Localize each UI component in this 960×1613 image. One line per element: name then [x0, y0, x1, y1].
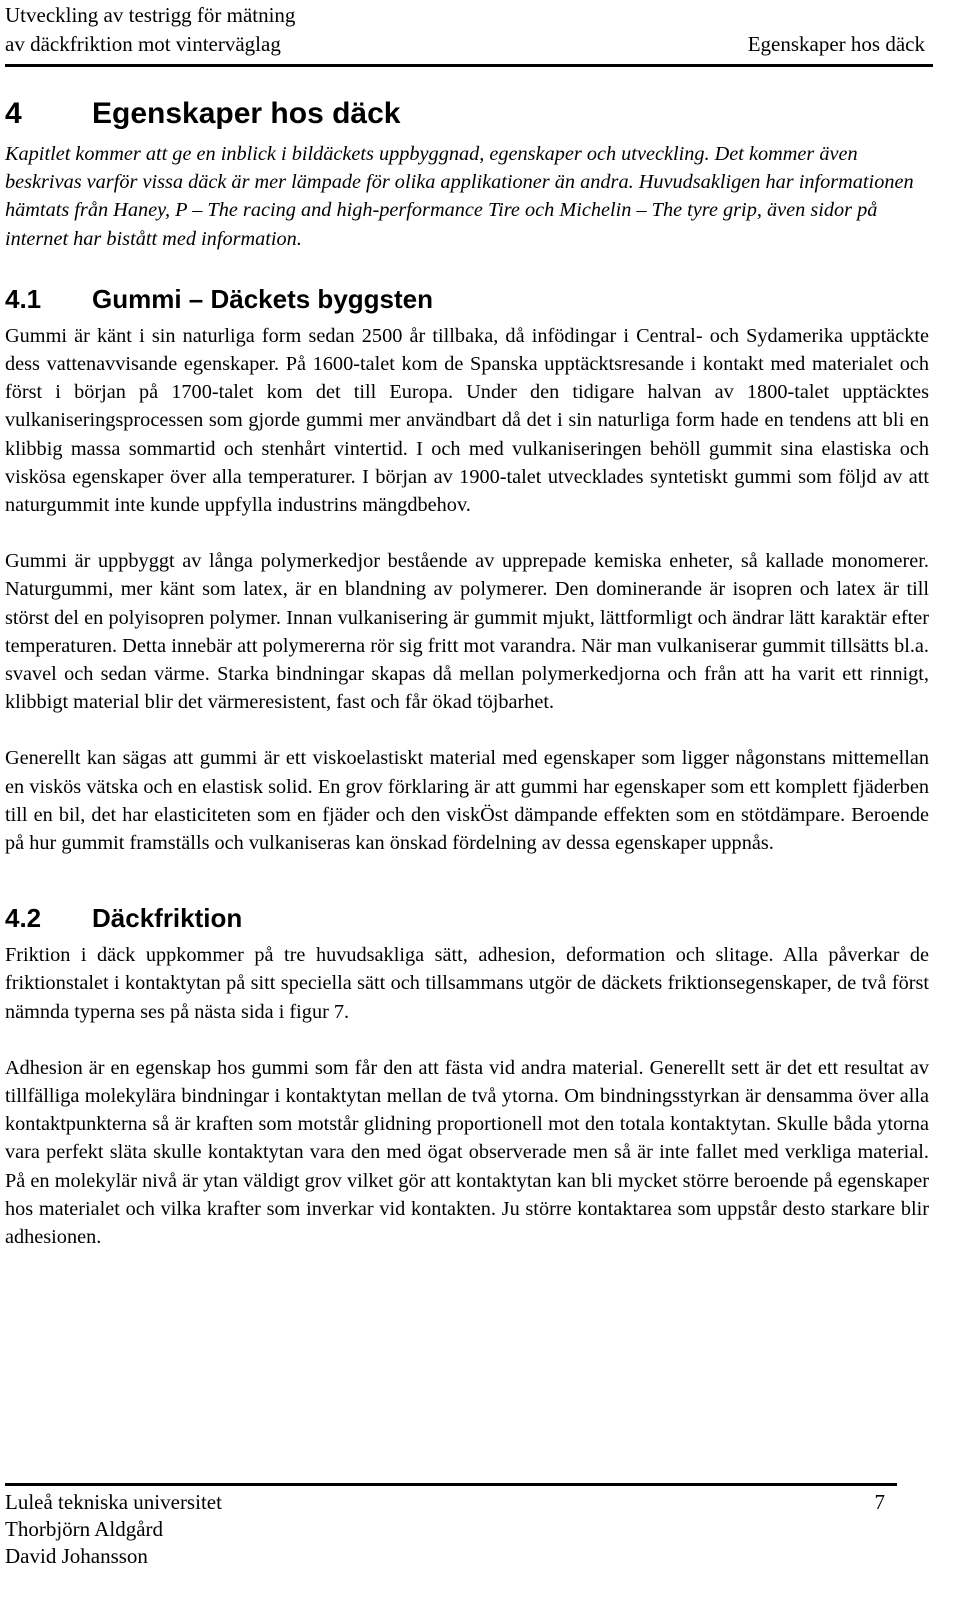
running-header	[5, 0, 925, 66]
chapter-number: 4	[5, 97, 22, 130]
header-chapter-name: Egenskaper hos däck	[747, 32, 925, 56]
section-number: 4.1	[5, 283, 42, 314]
paragraph: Generellt kan sägas att gummi är ett viskoelastiskt material med egenskaper som ligger någonstans mittemellan en viskös vätska och en elastisk solid. En grov förklaring är att gummi har egenskaper som ett komplett fjäderben till en bil, det har elasticiteten som en fjäder och den viskÖst dämpande effekten som en stötdämpare. Beroende på hur gummit framställs och vulkaniseras kan önskad fördelning av dessa egenskaper uppnås.	[5, 747, 929, 855]
paragraph: Friktion i däck uppkommer på tre huvudsakliga sätt, adhesion, deformation och slitage. Alla påverkar de friktionstalet i kontaktytan på sitt speciella sätt och tillsammans utgör de däckets friktionsegenskaper, de två först nämnda typerna ses på nästa sida i figur 7.	[5, 944, 929, 1023]
section-number: 4.2	[5, 903, 42, 934]
footer-university: Luleå tekniska universitet	[5, 1490, 222, 1514]
chapter-intro: Kapitlet kommer att ge en inblick i bildäckets uppbyggnad, egenskaper och utveckling. Det kommer även beskrivas varför vissa däck är mer lämpade för olika applikationer än andra. Huvudsakligen har informationen hämtats från Haney, P – The racing and high-performance Tire och Michelin – The tyre grip, även sidor på internet har bistått med information.	[5, 143, 914, 250]
section-title: Däckfriktion	[92, 903, 243, 934]
footer-author-1: Thorbjörn Aldgård	[5, 1517, 164, 1541]
header-rule	[5, 64, 933, 67]
section-title: Gummi – Däckets byggsten	[92, 283, 433, 314]
page-body	[5, 94, 929, 1279]
page-number: 7	[874, 1490, 885, 1514]
section-heading-4-1	[5, 282, 929, 316]
chapter-heading	[5, 94, 929, 134]
page-footer	[5, 1489, 885, 1570]
header-title-line-1: Utveckling av testrigg för mätning	[5, 3, 296, 27]
paragraph: Adhesion är en egenskap hos gummi som får den att fästa vid andra material. Generellt sett är det ett resultat av tillfälliga molekylära bindningar i kontaktytan mellan de två ytorna. Om bindningsstyrkan är densamma över alla kontaktpunkterna så är kraften som motstår glidning proportionell mot den totala kontaktytan. Skulle båda ytorna vara perfekt släta skulle kontaktytan vara den med ögat observerade men så är inte fallet med verkliga material. På en molekylär nivå är ytan väldigt grov vilket gör att kontaktytan kan bli mycket större beroende på egenskaper hos materialet och vilka krafter som inverkar vid kontakten. Ju större kontaktarea som uppstår desto starkare blir adhesionen.	[5, 1056, 929, 1249]
section-heading-4-2	[5, 901, 929, 935]
paragraph: Gummi är känt i sin naturliga form sedan 2500 år tillbaka, då infödingar i Central- och Sydamerika upptäckte dess vattenavvisande egenskaper. På 1600-talet kom de Spanska upptäcktsresande i kontakt med materialet och först i början på 1700-talet kom det till Europa. Under den tidigare halvan av 1800-talet upptäcktes vulkaniseringsprocessen som gjorde gummi mer användbart då det i sin naturliga form hade en tendens att bli en klibbig massa sommartid och stenhårt vintertid. I och med vulkaniseringen behöll gummit sina elastiska och viskösa egenskaper över alla temperaturer. I början av 1900-talet utvecklades syntetiskt gummi som följd av att naturgummit inte kunde uppfylla industrins mängdbehov.	[5, 324, 929, 517]
footer-author-2: David Johansson	[5, 1544, 148, 1568]
footer-rule	[5, 1483, 897, 1486]
chapter-title: Egenskaper hos däck	[92, 97, 401, 130]
paragraph: Gummi är uppbyggt av långa polymerkedjor bestående av upprepade kemiska enheter, så kallade monomerer. Naturgummi, mer känt som latex, är en blandning av polymerer. Den dominerande är isopren och latex är till störst del en polyisopren polymer. Innan vulkanisering är gummit mjukt, lättformligt och ändrar lätt karaktär efter temperaturen. Detta innebär att polymererna rör sig fritt mot varandra. När man vulkaniserar gummit tillsätts bl.a. svavel och sedan värme. Starka bindningar skapas då mellan polymerkedjorna och från att ha varit ett rinnigt, klibbigt material blir det värmeresistent, fast och får ökad töjbarhet.	[5, 550, 929, 714]
header-title	[5, 1, 295, 59]
header-title-line-2: av däckfriktion mot vinterväglag	[5, 32, 281, 56]
